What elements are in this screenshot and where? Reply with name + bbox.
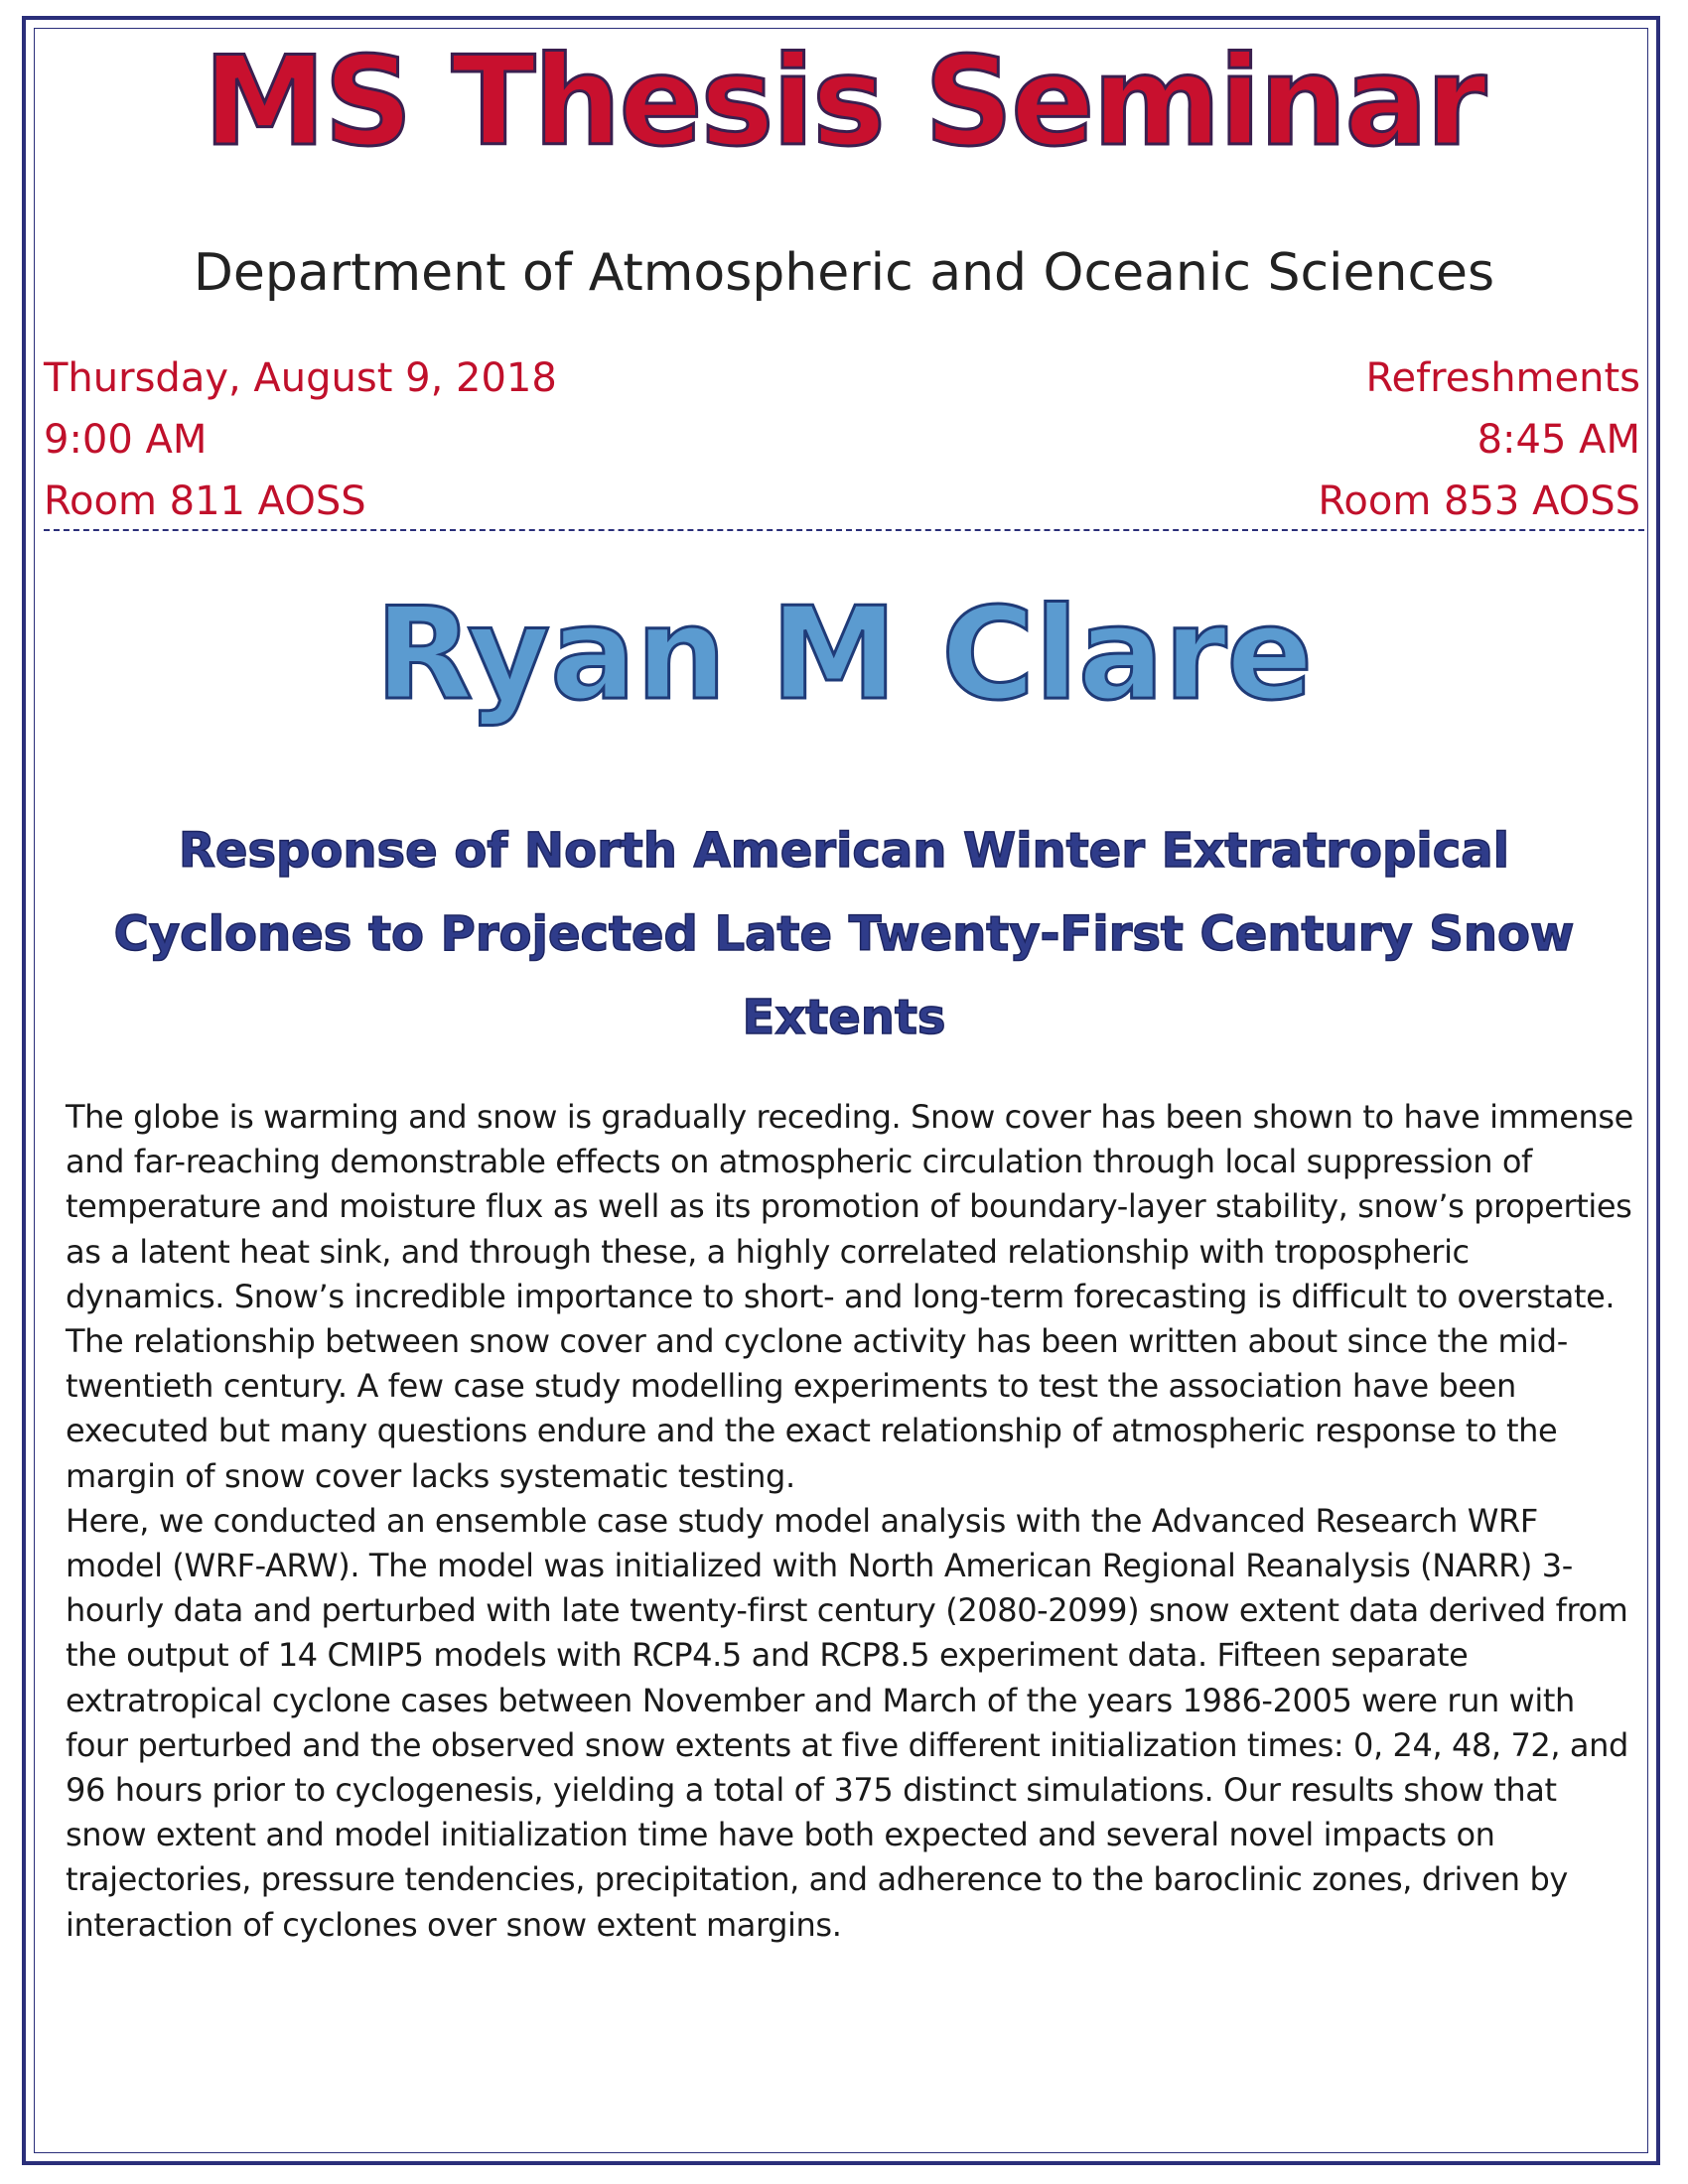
abstract-paragraph-2: Here, we conducted an ensemble case study model analysis with the Advanced Research WRF model (WRF-ARW). The model was initialized with North American Regional Reanalysis (NARR) 3-hourly data and perturbed with late twenty-first century (2080-2099) snow extent data derived from the output of 14 CMIP5 models with RCP4.5 and RCP8.5 experiment data. Fifteen separate extratropical cyclone cases between November and March of the years 1986-2005 were run with four perturbed and the observed snow extents at five different initialization times: 0, 24, 48, 72, and 96 hours prior to cyclogenesis, yielding a total of 375 distinct simulations. Our results show that snow extent and model initialization time have both expected and several novel impacts on trajectories, pressure tendencies, precipitation, and adherence to the baroclinic zones, driven by interaction of cyclones over snow extent margins.	[66, 1501, 1628, 1944]
department-name: Department of Atmospheric and Oceanic Sciences	[193, 243, 1495, 303]
refreshments-details	[1318, 347, 1640, 532]
refreshments-time: 8:45 AM	[1477, 417, 1640, 463]
speaker-name: Ryan M Clare	[374, 581, 1314, 729]
seminar-title: MS Thesis Seminar	[203, 31, 1485, 174]
event-room: Room 811 AOSS	[44, 478, 366, 524]
dashed-divider	[44, 529, 1644, 531]
refreshments-room: Room 853 AOSS	[1318, 478, 1640, 524]
event-date: Thursday, August 9, 2018	[44, 355, 557, 401]
refreshments-label: Refreshments	[1365, 355, 1640, 401]
abstract	[66, 1095, 1634, 1948]
talk-title: Response of North American Winter Extratropical Cyclones to Projected Late Twenty-First Century Snow Extents	[113, 823, 1575, 1045]
event-time: 9:00 AM	[44, 417, 208, 463]
event-details	[44, 347, 557, 532]
abstract-paragraph-1: The globe is warming and snow is gradually receding. Snow cover has been shown to have immense and far-reaching demonstrable effects on atmospheric circulation through local suppression of temperature and moisture flux as well as its promotion of boundary-layer stability, snow’s properties as a latent heat sink, and through these, a highly correlated relationship with tropospheric dynamics. Snow’s incredible importance to short- and long-term forecasting is difficult to overstate. The relationship between snow cover and cyclone activity has been written about since the mid-twentieth century. A few case study modelling experiments to test the association have been executed but many questions endure and the exact relationship of atmospheric response to the margin of snow cover lacks systematic testing.	[66, 1098, 1633, 1495]
